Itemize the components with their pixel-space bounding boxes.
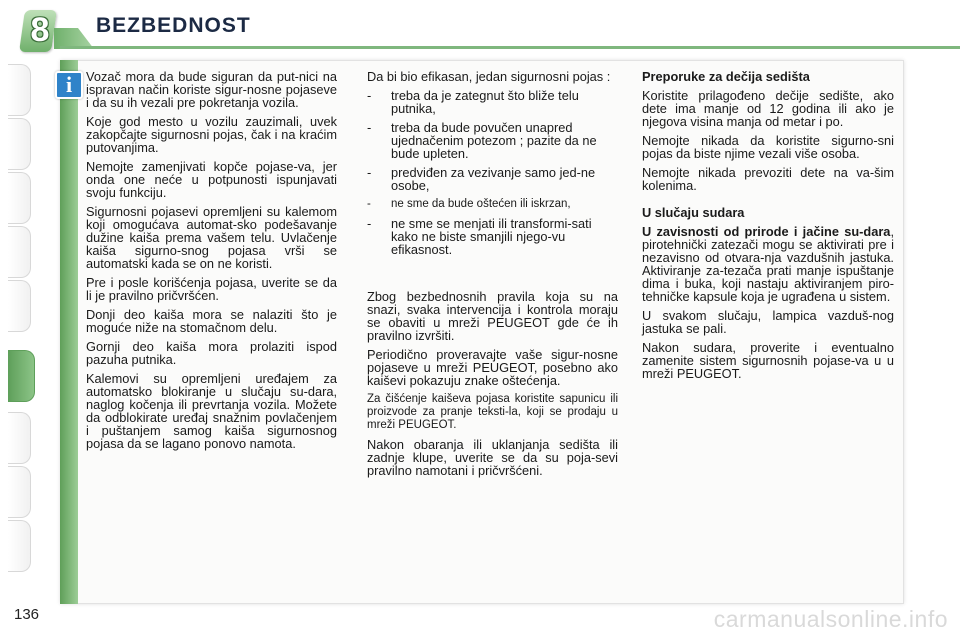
paragraph: Nakon obaranja ili uklanjanja sedišta ili zadnje klupe, uverite se da su poja-sevi pravilno namotani i pričvršćeni. — [367, 437, 618, 478]
column-3 — [642, 70, 894, 386]
side-tab[interactable] — [8, 118, 31, 170]
list-item — [367, 89, 618, 115]
list-item — [367, 198, 618, 211]
list-item — [367, 166, 618, 192]
side-tab[interactable] — [8, 172, 31, 224]
side-tab[interactable] — [8, 64, 31, 116]
list-dash: - — [367, 216, 372, 231]
paragraph: Nakon sudara, proverite i eventualno zamenite sistem sigurnosnih pojase-va u u mreži PEUGEOT. — [642, 340, 894, 381]
side-tab[interactable] — [8, 520, 31, 572]
list-item — [367, 121, 618, 160]
header-divider — [60, 46, 960, 49]
side-tab[interactable] — [8, 466, 31, 518]
panel-accent-strip — [60, 60, 78, 604]
paragraph: Gornji deo kaiša mora prolaziti ispod pazuha putnika. — [86, 339, 337, 367]
section-heading: U slučaju sudara — [642, 205, 745, 220]
list-item-text: ne sme se menjati ili transformi-sati kako ne biste smanjili njego-vu efikasnost. — [391, 216, 592, 257]
side-tab[interactable] — [8, 412, 31, 464]
side-tab[interactable] — [8, 226, 31, 278]
side-tab-active[interactable] — [8, 350, 35, 402]
paragraph: Sigurnosni pojasevi opremljeni su kalemom koji omogućava automat-sko podešavanje dužine kaiša prema vašem telu. Uvlačenje kaiša sigurno-snog pojasa vrši se automatski kada se on ne koristi. — [86, 204, 337, 271]
paragraph: Koristite prilagođeno dečije sedište, ako dete ima manje od 12 godina ili ako je njegova visina manja od metar i po. — [642, 88, 894, 129]
list-dash: - — [367, 165, 372, 180]
side-tab[interactable] — [8, 280, 31, 332]
paragraph: Donji deo kaiša mora se nalaziti što je moguće niže na stomačnom delu. — [86, 307, 337, 335]
list-dash: - — [367, 120, 372, 135]
list-item-text: treba da je zategnut što bliže telu putnika, — [391, 88, 579, 116]
page-number: 136 — [14, 606, 40, 623]
intro-paragraph: Da bi bio efikasan, jedan sigurnosni pojas : — [367, 69, 611, 84]
list-item-text: treba da bude povučen unapred ujednačenim potezom ; pazite da ne bude upleten. — [391, 120, 597, 161]
chapter-number: 8 — [30, 11, 50, 49]
paragraph: U svakom slučaju, lampica vazduš-nog jastuka se pali. — [642, 308, 894, 336]
list-item-text: ne sme da bude oštećen ili iskrzan, — [391, 198, 571, 210]
list-item-text: predviđen za vezivanje samo jed-ne osobe, — [391, 165, 596, 193]
paragraph: Za čišćenje kaiševa pojasa koristite sapunicu ili proizvode za pranje teksti-la, koji se prodaju u mreži PEUGEOT. — [367, 393, 618, 431]
paragraph: Nemojte zamenjivati kopče pojase-va, jer onda one neće u potpunosti ispunjavati svoju funkciju. — [86, 159, 337, 200]
page-title: BEZBEDNOST — [96, 14, 251, 37]
paragraph: Periodično proveravajte vaše sigur-nosne pojaseve u mreži PEUGEOT, posebno ako kaiševi pokazuju znake oštećenja. — [367, 347, 618, 388]
paragraph: Kalemovi su opremljeni uređajem za automatsko blokiranje u slučaju su-dara, naglog kočenja ili prevrtanja vozila. Možete da odblokirate uređaj snažnim povlačenjem i puštanjem samog kaiša sigurnosnog pojasa da se lagano ponovo namota. — [86, 371, 337, 451]
paragraph: Zbog bezbednosnih pravila koja su na snazi, svaka intervencija i kontrola moraju se obaviti u mreži PEUGEOT gde će ih pravilno izvršiti. — [367, 289, 618, 343]
spacer — [367, 262, 618, 290]
watermark: carmanualsonline.info — [713, 606, 948, 632]
paragraph: Pre i posle korišćenja pojasa, uverite se da li je pravilno pričvršćen. — [86, 275, 337, 303]
header — [0, 0, 960, 56]
section-heading: Preporuke za dečija sedišta — [642, 69, 810, 84]
list-item — [367, 217, 618, 256]
paragraph: Nemojte nikada da koristite sigurno-sni pojas da biste njime vezali više osoba. — [642, 133, 894, 161]
list-dash: - — [367, 88, 372, 103]
paragraph: Nemojte nikada prevoziti dete na va-šim kolenima. — [642, 165, 894, 193]
column-2 — [367, 70, 618, 483]
info-icon: i — [55, 71, 83, 99]
column-1 — [86, 70, 337, 456]
paragraph: Vozač mora da bude siguran da put-nici na ispravan način koriste sigur-nosne pojaseve i da su ih vezali pre pokretanja vozila. — [86, 69, 337, 110]
paragraph: Koje god mesto u vozilu zauzimali, uvek zakopčajte sigurnosni pojas, čak i na kraćim putovanjima. — [86, 114, 337, 155]
lead-text: , pirotehnički zatezači mogu se aktivirati pre i nezavisno od otvara-nja vazdušnih jastuka. Aktiviranje za-tezača prati manje ispuštanje dima i buka, koji nastaju aktiviranjem piro-tehničke kapsule koja je ugrađena u sistem. — [642, 224, 894, 304]
bold-lead: U zavisnosti od prirode i jačine su-dara — [642, 224, 891, 239]
list-dash: - — [367, 198, 371, 210]
paragraph — [642, 225, 894, 303]
